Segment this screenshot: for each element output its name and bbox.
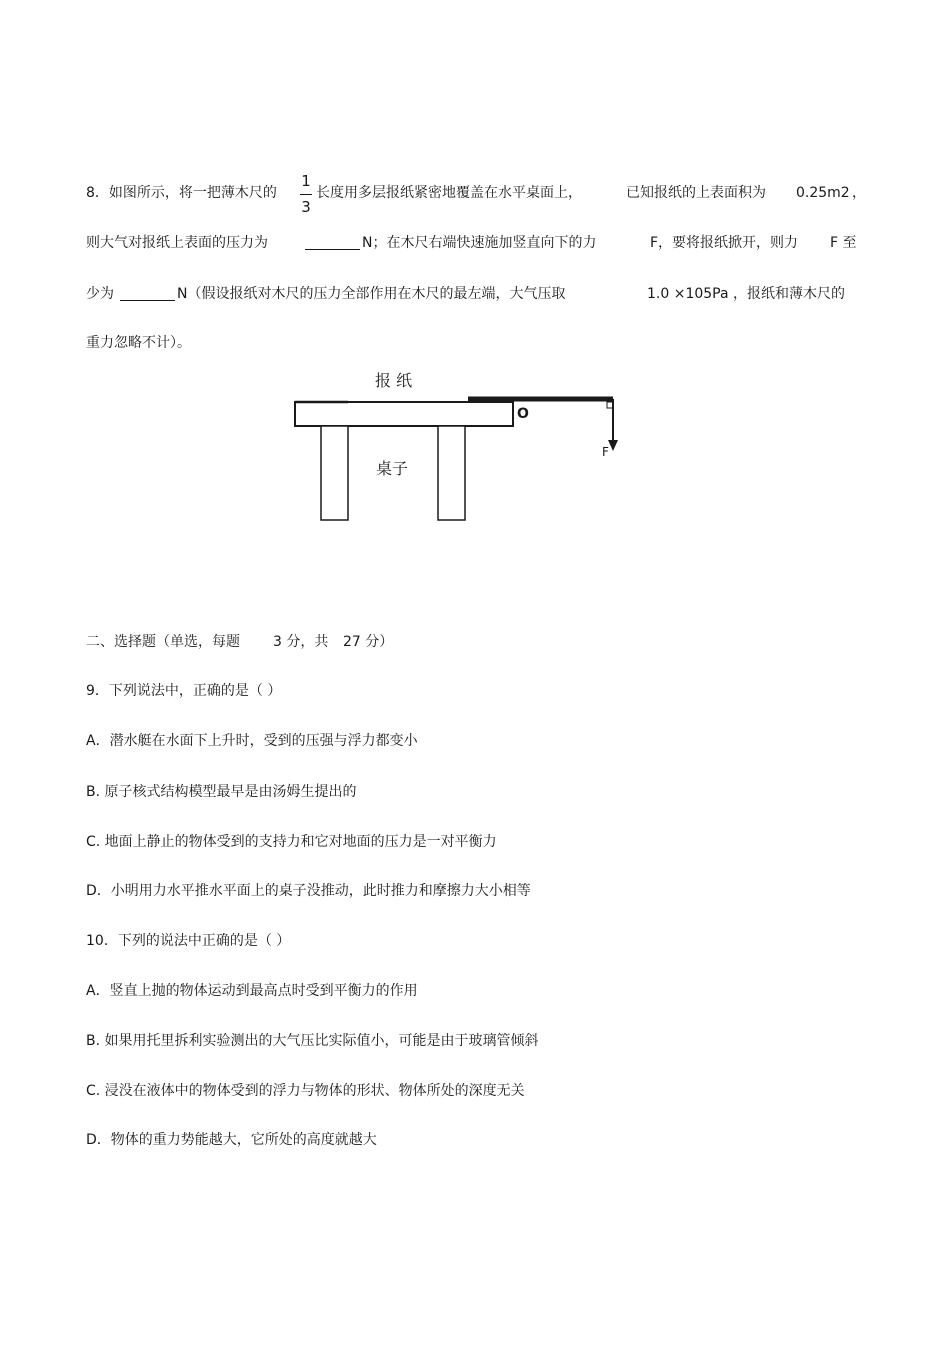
q10-option-b: B. 如果用托里拆利实验测出的大气压比实际值小，可能是由于玻璃管倾斜 bbox=[86, 1033, 539, 1049]
newspaper-label: 报 纸 bbox=[375, 371, 413, 390]
q8-line3-a: 少为 bbox=[86, 286, 114, 302]
answer-blank-1 bbox=[305, 235, 360, 250]
force-label: F bbox=[602, 445, 609, 459]
section-points: 3 分，共 bbox=[273, 634, 329, 650]
q8-line2-d: F 至 bbox=[830, 235, 857, 251]
q9-option-c: C. 地面上静止的物体受到的支持力和它对地面的压力是一对平衡力 bbox=[86, 834, 497, 850]
q9-option-a: A．潜水艇在水面下上升时，受到的压强与浮力都变小 bbox=[86, 733, 418, 749]
q10-stem: 10．下列的说法中正确的是（ ） bbox=[86, 933, 291, 949]
q8-text-2: 已知报纸的上表面积为 bbox=[626, 185, 766, 201]
q8-lead: 8．如图所示，将一把薄木尺的 bbox=[86, 185, 277, 201]
q10-option-c: C. 浸没在液体中的物体受到的浮力与物体的形状、物体所处的深度无关 bbox=[86, 1083, 525, 1099]
q8-text-1: 长度用多层报纸紧密地覆盖在水平桌面上， bbox=[316, 185, 582, 201]
table-label: 桌子 bbox=[376, 459, 409, 478]
q9-stem: 9．下列说法中，正确的是（ ） bbox=[86, 683, 282, 699]
fraction-denominator: 3 bbox=[301, 198, 311, 216]
q8-line2-c: F，要将报纸掀开，则力 bbox=[650, 235, 799, 251]
table-leg-right bbox=[438, 426, 465, 520]
q8-comma: ， bbox=[852, 185, 866, 201]
q9-option-b: B. 原子核式结构模型最早是由汤姆生提出的 bbox=[86, 784, 357, 800]
q8-line2-a: 则大气对报纸上表面的压力为 bbox=[86, 235, 268, 251]
q8-pressure-value: 1.0 ×105Pa bbox=[647, 286, 729, 302]
q8-line4: 重力忽略不计）。 bbox=[86, 335, 191, 351]
q8-area-value: 0.25m2 bbox=[796, 185, 850, 201]
force-arrow-head bbox=[608, 440, 618, 451]
q8-line3-c: ，报纸和薄木尺的 bbox=[733, 286, 845, 302]
table-ruler-figure bbox=[280, 360, 640, 530]
q8-line2-b: N；在木尺右端快速施加竖直向下的力 bbox=[362, 235, 597, 251]
pivot-label: O bbox=[517, 406, 529, 422]
fraction-bar bbox=[300, 194, 312, 195]
q10-option-a: A．竖直上抛的物体运动到最高点时受到平衡力的作用 bbox=[86, 983, 418, 999]
section-heading-text: 二、选择题（单选，每题 bbox=[86, 634, 240, 650]
section-total: 27 分） bbox=[343, 634, 394, 650]
q9-option-d: D．小明用力水平推水平面上的桌子没推动，此时推力和摩擦力大小相等 bbox=[86, 883, 531, 899]
answer-blank-2 bbox=[120, 286, 175, 301]
q10-option-d: D．物体的重力势能越大，它所处的高度就越大 bbox=[86, 1132, 377, 1148]
table-top bbox=[295, 402, 513, 426]
q8-line3-b: N（假设报纸对木尺的压力全部作用在木尺的最左端，大气压取 bbox=[177, 286, 566, 302]
fraction-numerator: 1 bbox=[301, 172, 311, 190]
table-leg-left bbox=[321, 426, 348, 520]
